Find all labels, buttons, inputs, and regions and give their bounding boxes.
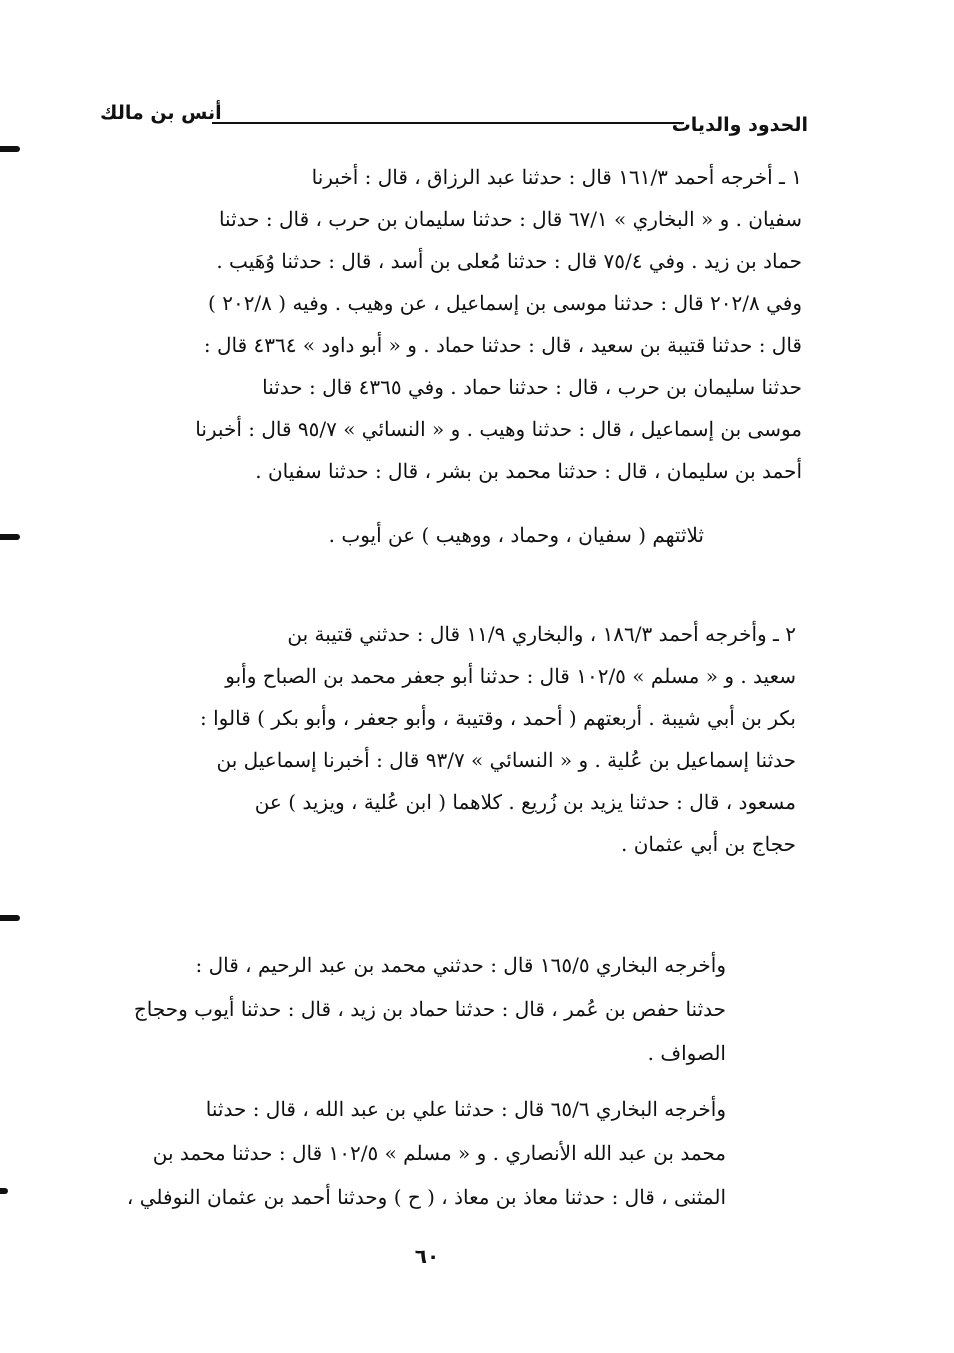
text-line: حدثنا سليمان بن حرب ، قال : حدثنا حماد . وفي ٤٣٦٥ قال : حدثنا	[262, 375, 802, 399]
text-line: حدثنا حفص بن عُمر ، قال : حدثنا حماد بن زيد ، قال : حدثنا أيوب وحجاج	[133, 997, 726, 1021]
margin-mark	[0, 915, 20, 921]
paragraph-1-summary	[104, 514, 704, 556]
text-line: حدثنا إسماعيل بن عُلية . و « النسائي » ٩٣/٧ قال : أخبرنا إسماعيل بن	[216, 748, 796, 772]
text-line: أحمد بن سليمان ، قال : حدثنا محمد بن بشر ، قال : حدثنا سفيان .	[255, 459, 802, 483]
margin-mark	[0, 534, 20, 540]
paragraph-1	[102, 156, 802, 492]
text-line: حجاج بن أبي عثمان .	[621, 832, 796, 856]
text-line: بكر بن أبي شيبة . أربعتهم ( أحمد ، وقتيبة ، وأبو جعفر ، وأبو بكر ) قالوا :	[200, 706, 796, 730]
text-line: ٢ ـ وأخرجه أحمد ١٨٦/٣ ، والبخاري ١١/٩ قال : حدثني قتيبة بن	[287, 622, 796, 646]
text-line: مسعود ، قال : حدثنا يزيد بن زُريع . كلاهما ( ابن عُلية ، ويزيد ) عن	[254, 790, 796, 814]
text-line: ١ ـ أخرجه أحمد ١٦١/٣ قال : حدثنا عبد الرزاق ، قال : أخبرنا	[311, 165, 802, 189]
margin-mark	[0, 1188, 8, 1194]
text-line: وأخرجه البخاري ٦٥/٦ قال : حدثنا علي بن عبد الله ، قال : حدثنا	[205, 1097, 726, 1121]
paragraph-4	[66, 1087, 726, 1219]
text-line: محمد بن عبد الله الأنصاري . و « مسلم » ١٠٢/٥ قال : حدثنا محمد بن	[152, 1141, 726, 1165]
text-line: موسى بن إسماعيل ، قال : حدثنا وهيب . و « النسائي » ٩٥/٧ قال : أخبرنا	[195, 417, 802, 441]
text-line: سفيان . و « البخاري » ٦٧/١ قال : حدثنا سليمان بن حرب ، قال : حدثنا	[218, 207, 802, 231]
book-title: الحدود والديات	[671, 114, 808, 136]
text-line: سعيد . و « مسلم » ١٠٢/٥ قال : حدثنا أبو جعفر محمد بن الصباح وأبو	[225, 664, 796, 688]
margin-mark	[0, 146, 20, 152]
text-line: وأخرجه البخاري ١٦٥/٥ قال : حدثني محمد بن عبد الرحيم ، قال :	[195, 953, 726, 977]
chapter-title: أنس بن مالك	[100, 102, 222, 124]
running-header	[100, 102, 808, 136]
text-line: الصواف .	[647, 1041, 726, 1065]
text-line: قال : حدثنا قتيبة بن سعيد ، قال : حدثنا حماد . و « أبو داود » ٤٣٦٤ قال :	[203, 333, 802, 357]
text-line: حماد بن زيد . وفي ٧٥/٤ قال : حدثنا مُعلى بن أسد ، قال : حدثنا وُهَيب .	[216, 249, 802, 273]
paragraph-2	[96, 613, 796, 865]
text-line: ثلاثتهم ( سفيان ، وحماد ، ووهيب ) عن أيوب .	[328, 523, 704, 547]
page-number: ٦٠	[414, 1244, 440, 1268]
text-line: وفي ٢٠٢/٨ قال : حدثنا موسى بن إسماعيل ، عن وهيب . وفيه ( ٢٠٢/٨ )	[208, 291, 802, 315]
header-rule	[212, 122, 684, 124]
paragraph-3	[66, 943, 726, 1075]
text-line: المثنى ، قال : حدثنا معاذ بن معاذ ، ( ح ) وحدثنا أحمد بن عثمان النوفلي ،	[126, 1185, 726, 1209]
